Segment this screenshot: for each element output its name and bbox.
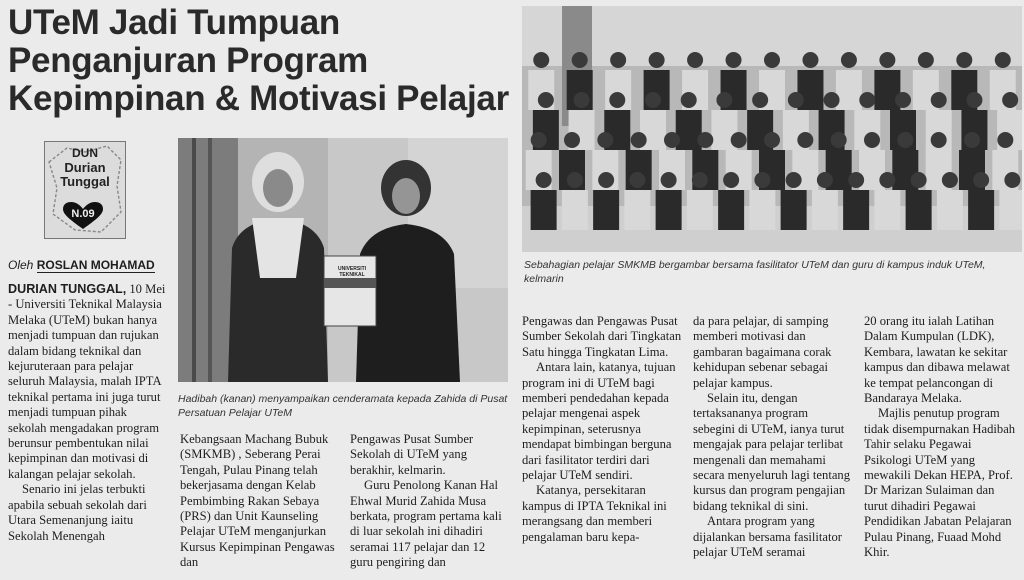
byline-prefix: Oleh: [8, 258, 34, 272]
logo-badge: N.09: [71, 208, 95, 220]
headline: [8, 4, 528, 118]
column-1-paragraph-2: Senario ini jelas terbukti apabila sebuah sekolah dari Utara Semenanjung iaitu Sekolah Menengah: [8, 482, 147, 543]
photo-handover-image: [178, 138, 508, 382]
column-2-paragraph-1: Kebangsaan Machang Bubuk (SMKMB) , Seberang Perai Tengah, Pulau Pinang telah bekerjasama dengan Kelab Pembimbing Rakan Sebaya (PRS) dan Unit Kaunseling Pelajar UTeM menganjurkan Kursus Kepimpinan Pengawas dan: [180, 432, 335, 570]
logo-line-2: Durian: [64, 160, 106, 175]
column-6-paragraph-2: Majlis penutup program tidak disempurnakan Hadibah Tahir selaku Pegawai Psikologi UTeM yang mewakili Dekan HEPA, Prof. Dr Marizan Sulaiman dan turut dihadiri Pegawai Pendidikan Jabatan Pelajaran Pulau Pinang, Fuaad Mohd Khir.: [864, 406, 1016, 560]
column-4-paragraph-1: Pengawas dan Pengawas Pusat Sumber Sekolah dari Tingkatan Satu hingga Tingkatan Lima.: [522, 314, 682, 359]
column-4-paragraph-3: Katanya, persekitaran kampus di IPTA Teknikal ini merangsang dan memberi pengalaman baru kepa-: [522, 483, 667, 544]
book-label: UNIVERSITI TEKNIKAL: [337, 266, 367, 278]
logo-line-1: DUN: [72, 146, 98, 160]
article-column-4: [522, 314, 682, 545]
logo-line-3: Tunggal: [60, 174, 110, 189]
column-5-paragraph-3: Antara program yang dijalankan bersama fasilitator pelajar UTeM seramai: [693, 514, 842, 560]
photo-group: [522, 6, 1022, 252]
byline: [8, 258, 155, 272]
article-column-6: [864, 314, 1019, 561]
article-column-2: [180, 432, 340, 571]
byline-author: ROSLAN MOHAMAD: [36, 258, 155, 272]
column-4-paragraph-2: Antara lain, katanya, tujuan program ini di UTeM bagi memberi pendedahan kepada pelajar mengenai aspek kepimpinan, seterusnya mendapat bimbingan berguna dari fasilitator terdiri dari pelajar UTeM sendiri.: [522, 360, 676, 483]
photo-group-caption: Sebahagian pelajar SMKMB bergambar bersama fasilitator UTeM dan guru di kampus induk UTeM, kelmarin: [524, 259, 986, 285]
column-1-paragraph-1: 10 Mei - Universiti Teknikal Malaysia Melaka (UTeM) bukan hanya menjadi tumpuan dan rujukan dalam bidang teknikal dan kejuruteraan para pelajar seluruh Malaysia, malah IPTA teknikal pertama ini juga turut menjadi tumpuan pihak sekolah mengadakan program berunsur pembentukan nilai kepimpinan dan motivasi di kalangan pelajar sekolah.: [8, 282, 166, 481]
photo-handover: [178, 138, 508, 382]
photo-handover-caption: Hadibah (kanan) menyampaikan cenderamata kepada Zahida di Pusat Persatuan Pelajar UTeM: [178, 393, 508, 419]
article-column-3: [350, 432, 510, 571]
dun-logo: [44, 141, 126, 239]
column-6-paragraph-1: 20 orang itu ialah Latihan Dalam Kumpulan (LDK), Kembara, lawatan ke sekitar kampus dan dibawa melawat ke tempat pelancongan di Bandaraya Melaka.: [864, 314, 1010, 406]
headline-line-1: UTeM Jadi Tumpuan: [8, 3, 340, 42]
headline-line-3: Kepimpinan & Motivasi Pelajar: [8, 79, 509, 118]
column-5-paragraph-2: Selain itu, dengan tertaksananya program sebegini di UTeM, ianya turut mengajak para pelajar terlibat mengenali dan memahami secara menyeluruh lagi tentang kursus dan program pengajian bidang teknikal di sini.: [693, 391, 851, 513]
dateline: DURIAN TUNGGAL,: [8, 282, 127, 296]
column-3-paragraph-2: Guru Penolong Kanan Hal Ehwal Murid Zahida Musa berkata, program pertama kali di luar sekolah ini dihadiri seramai 117 pelajar dan 12 guru pengiring dan: [350, 478, 502, 570]
column-3-paragraph-1: Pengawas Pusat Sumber Sekolah di UTeM yang berakhir, kelmarin.: [350, 432, 474, 477]
photo-group-image: [522, 6, 1022, 252]
article-column-1: [8, 282, 168, 544]
article-column-5: [693, 314, 853, 561]
headline-line-2: Penganjuran Program: [8, 41, 368, 80]
column-5-paragraph-1: da para pelajar, di samping memberi motivasi dan gambaran bagaimana corak kehidupan sebenar sebagai pelajar kampus.: [693, 314, 832, 390]
